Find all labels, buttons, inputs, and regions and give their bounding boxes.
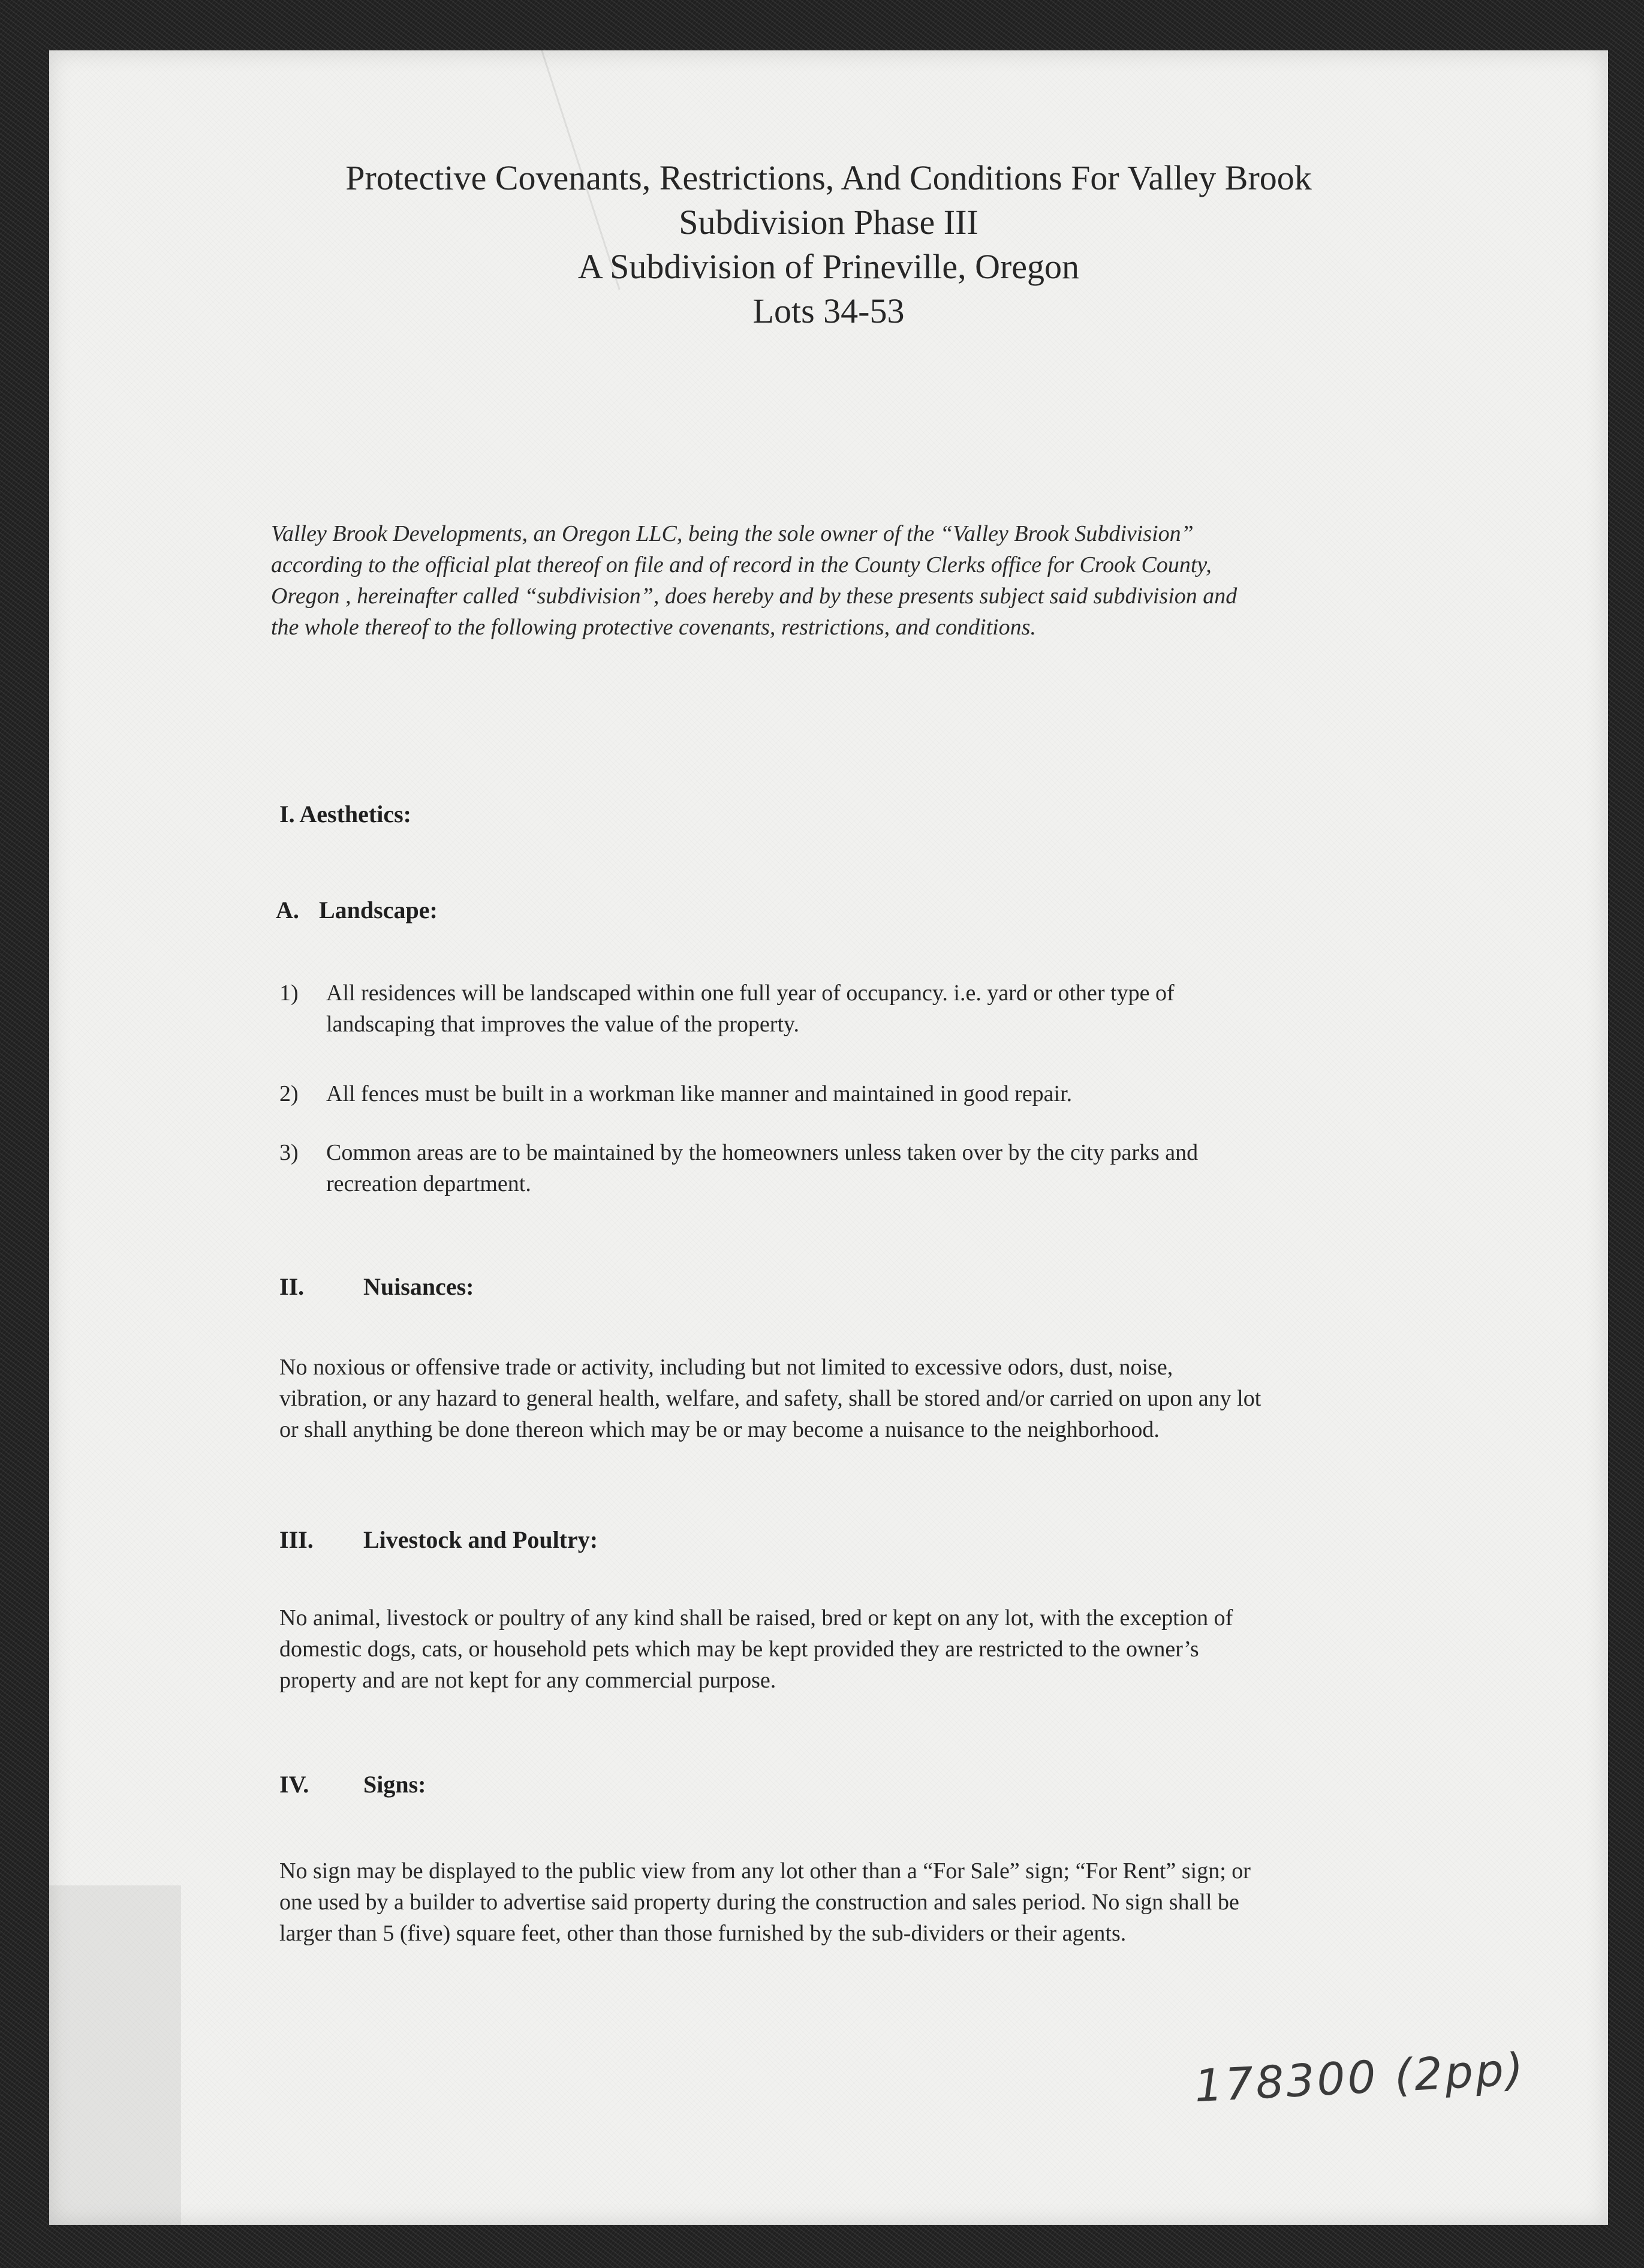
subsection-heading-landscape bbox=[276, 896, 438, 924]
intro-line-3: Oregon , hereinafter called “subdivision”, does hereby and by these presents subject said subdivision and bbox=[271, 583, 1237, 609]
list-item bbox=[279, 977, 1359, 1040]
title-line-3: A Subdivision of Prineville, Oregon bbox=[577, 247, 1080, 286]
list-item-line: All fences must be built in a workman like manner and maintained in good repair. bbox=[326, 1081, 1073, 1106]
list-item-line: Common areas are to be maintained by the homeowners unless taken over by the city parks and bbox=[326, 1140, 1199, 1165]
paragraph-line: No animal, livestock or poultry of any kind shall be raised, bred or kept on any lot, with the exception of bbox=[279, 1605, 1233, 1631]
section-number: II. bbox=[279, 1273, 305, 1300]
signs-paragraph bbox=[279, 1855, 1437, 1949]
list-item-line: All residences will be landscaped within one full year of occupancy. i.e. yard or other type of bbox=[326, 980, 1175, 1006]
document-page bbox=[49, 50, 1608, 2225]
intro-line-2: according to the official plat thereof on file and of record in the County Clerks office for Crook County, bbox=[271, 552, 1212, 577]
paragraph-line: No sign may be displayed to the public view from any lot other than a “For Sale” sign; “For Rent” sign; or bbox=[279, 1858, 1251, 1884]
list-item-number: 1) bbox=[279, 980, 299, 1006]
subsection-number: A. bbox=[276, 897, 299, 924]
subsection-title: Landscape: bbox=[319, 897, 438, 924]
list-item-line: recreation department. bbox=[326, 1171, 531, 1196]
list-item-line: landscaping that improves the value of the property. bbox=[326, 1012, 799, 1037]
title-line-4: Lots 34-53 bbox=[752, 291, 905, 330]
paragraph-line: larger than 5 (five) square feet, other than those furnished by the sub-dividers or their agents. bbox=[279, 1921, 1127, 1946]
section-heading-aesthetics: I. Aesthetics: bbox=[279, 801, 411, 828]
list-item bbox=[279, 1078, 1359, 1109]
list-item-number: 3) bbox=[279, 1140, 299, 1165]
section-heading-livestock bbox=[279, 1526, 598, 1554]
document-title bbox=[49, 156, 1608, 333]
intro-line-1: Valley Brook Developments, an Oregon LLC, being the sole owner of the “Valley Brook Subdivision” bbox=[271, 521, 1194, 546]
section-number: III. bbox=[279, 1526, 314, 1553]
section-number: IV. bbox=[279, 1771, 309, 1798]
intro-line-4: the whole thereof to the following protective covenants, restrictions, and conditions. bbox=[271, 615, 1036, 640]
paragraph-line: No noxious or offensive trade or activity, including but not limited to excessive odors, dust, noise, bbox=[279, 1355, 1173, 1380]
scan-shadow bbox=[49, 1885, 181, 2225]
paragraph-line: vibration, or any hazard to general health, welfare, and safety, shall be stored and/or carried on upon any lot bbox=[279, 1386, 1261, 1411]
section-title: Nuisances: bbox=[363, 1273, 474, 1300]
intro-paragraph bbox=[271, 518, 1440, 643]
list-item-number: 2) bbox=[279, 1081, 299, 1106]
list-item bbox=[279, 1137, 1359, 1199]
title-line-2: Subdivision Phase III bbox=[679, 203, 978, 242]
nuisances-paragraph bbox=[279, 1352, 1437, 1445]
livestock-paragraph bbox=[279, 1602, 1437, 1696]
section-title: Livestock and Poultry: bbox=[363, 1526, 598, 1553]
paragraph-line: one used by a builder to advertise said property during the construction and sales period. No sign shall be bbox=[279, 1890, 1239, 1915]
section-heading-signs bbox=[279, 1770, 426, 1798]
title-line-1: Protective Covenants, Restrictions, And Conditions For Valley Brook bbox=[345, 158, 1312, 197]
handwritten-note: 178300 (2pp) bbox=[1193, 2043, 1527, 2113]
paragraph-line: property and are not kept for any commercial purpose. bbox=[279, 1668, 776, 1693]
section-title: Signs: bbox=[363, 1771, 426, 1798]
paragraph-line: or shall anything be done thereon which may be or may become a nuisance to the neighborhood. bbox=[279, 1417, 1160, 1442]
section-heading-nuisances bbox=[279, 1273, 474, 1301]
paragraph-line: domestic dogs, cats, or household pets which may be kept provided they are restricted to the owner’s bbox=[279, 1637, 1199, 1662]
